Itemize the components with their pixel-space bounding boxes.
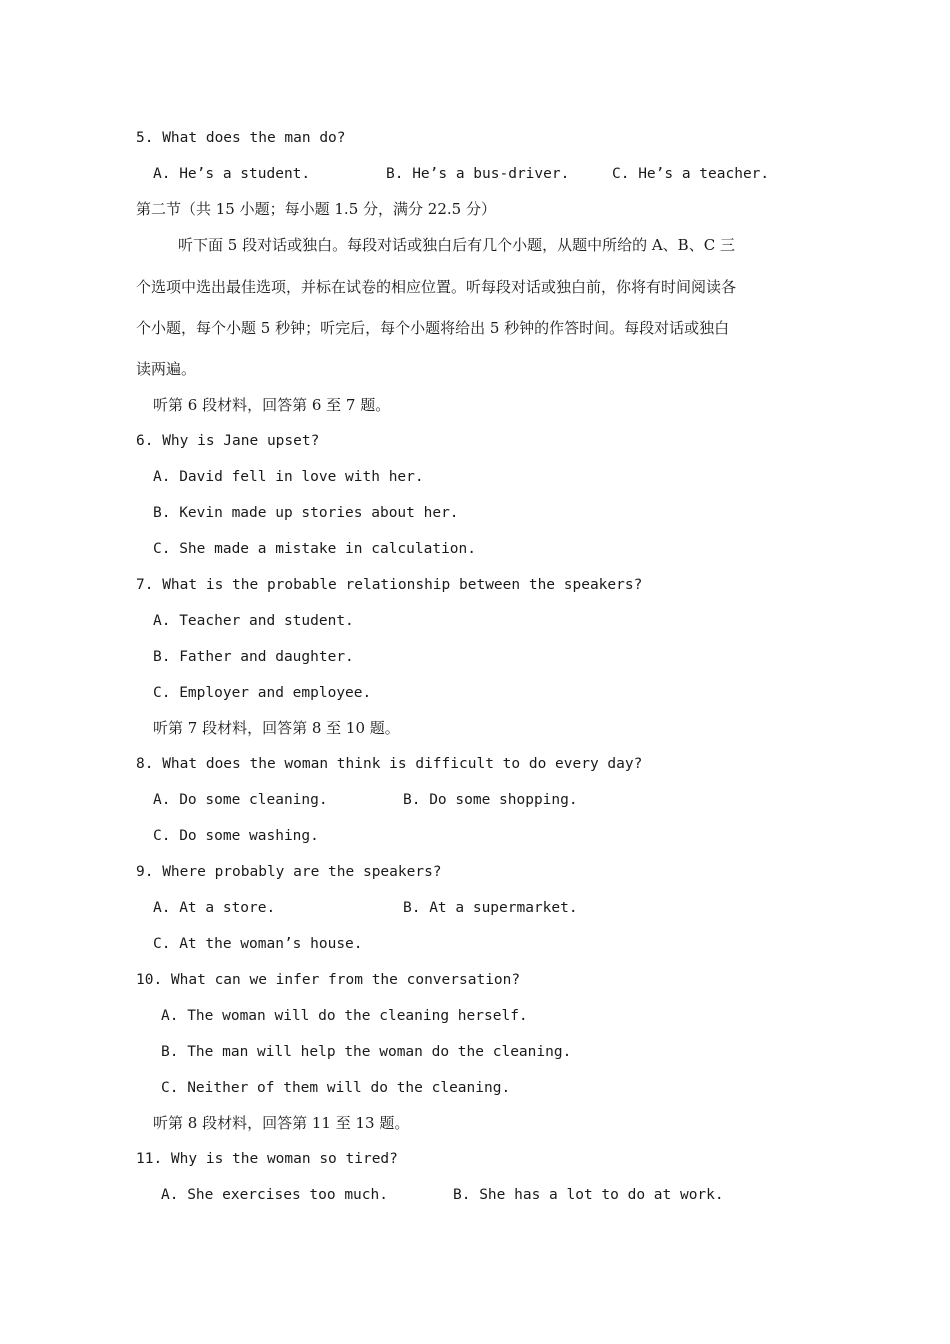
question-10-option-c: C. Neither of them will do the cleaning. xyxy=(161,1080,511,1096)
material-7-label: 听第 7 段材料，回答第 8 至 10 题。 xyxy=(153,719,400,737)
section-2-instruction-line-1: 听下面 5 段对话或独白。每段对话或独白后有几个小题，从题中所给的 A、B、C 三 xyxy=(178,236,735,254)
question-6-option-b: B. Kevin made up stories about her. xyxy=(153,505,459,521)
question-8-option-a: A. Do some cleaning. xyxy=(153,792,328,808)
material-6-label: 听第 6 段材料，回答第 6 至 7 题。 xyxy=(153,396,391,414)
question-7-option-b: B. Father and daughter. xyxy=(153,649,354,665)
question-5-option-a: A. He’s a student. xyxy=(153,166,311,182)
question-10-option-b: B. The man will help the woman do the cleaning. xyxy=(161,1044,572,1060)
question-5-stem: 5. What does the man do? xyxy=(136,130,346,146)
question-11-stem: 11. Why is the woman so tired? xyxy=(136,1151,398,1167)
question-6-option-c: C. She made a mistake in calculation. xyxy=(153,541,477,557)
question-11-option-b: B. She has a lot to do at work. xyxy=(453,1187,724,1203)
section-2-instruction-line-4: 读两遍。 xyxy=(136,360,197,378)
question-10-stem: 10. What can we infer from the conversation? xyxy=(136,972,521,988)
section-2-instruction-line-2: 个选项中选出最佳选项，并标在试卷的相应位置。听每段对话或独白前，你将有时间阅读各 xyxy=(136,278,737,296)
question-7-option-c: C. Employer and employee. xyxy=(153,685,372,701)
question-6-stem: 6. Why is Jane upset? xyxy=(136,433,320,449)
question-9-stem: 9. Where probably are the speakers? xyxy=(136,864,442,880)
section-2-instruction-line-3: 个小题，每个小题 5 秒钟；听完后，每个小题将给出 5 秒钟的作答时间。每段对话或独白 xyxy=(136,319,730,337)
question-9-option-c: C. At the woman’s house. xyxy=(153,936,363,952)
material-8-label: 听第 8 段材料，回答第 11 至 13 题。 xyxy=(153,1114,410,1132)
question-8-option-b: B. Do some shopping. xyxy=(403,792,578,808)
question-10-option-a: A. The woman will do the cleaning herself. xyxy=(161,1008,528,1024)
question-5-option-b: B. He’s a bus-driver. xyxy=(386,166,570,182)
question-8-stem: 8. What does the woman think is difficult to do every day? xyxy=(136,756,643,772)
question-6-option-a: A. David fell in love with her. xyxy=(153,469,424,485)
question-9-option-a: A. At a store. xyxy=(153,900,276,916)
question-5-option-c: C. He’s a teacher. xyxy=(612,166,770,182)
question-9-option-b: B. At a supermarket. xyxy=(403,900,578,916)
question-7-stem: 7. What is the probable relationship between the speakers? xyxy=(136,577,643,593)
question-7-option-a: A. Teacher and student. xyxy=(153,613,354,629)
question-11-option-a: A. She exercises too much. xyxy=(161,1187,388,1203)
question-8-option-c: C. Do some washing. xyxy=(153,828,319,844)
section-2-heading: 第二节（共 15 小题；每小题 1.5 分，满分 22.5 分） xyxy=(136,200,496,218)
